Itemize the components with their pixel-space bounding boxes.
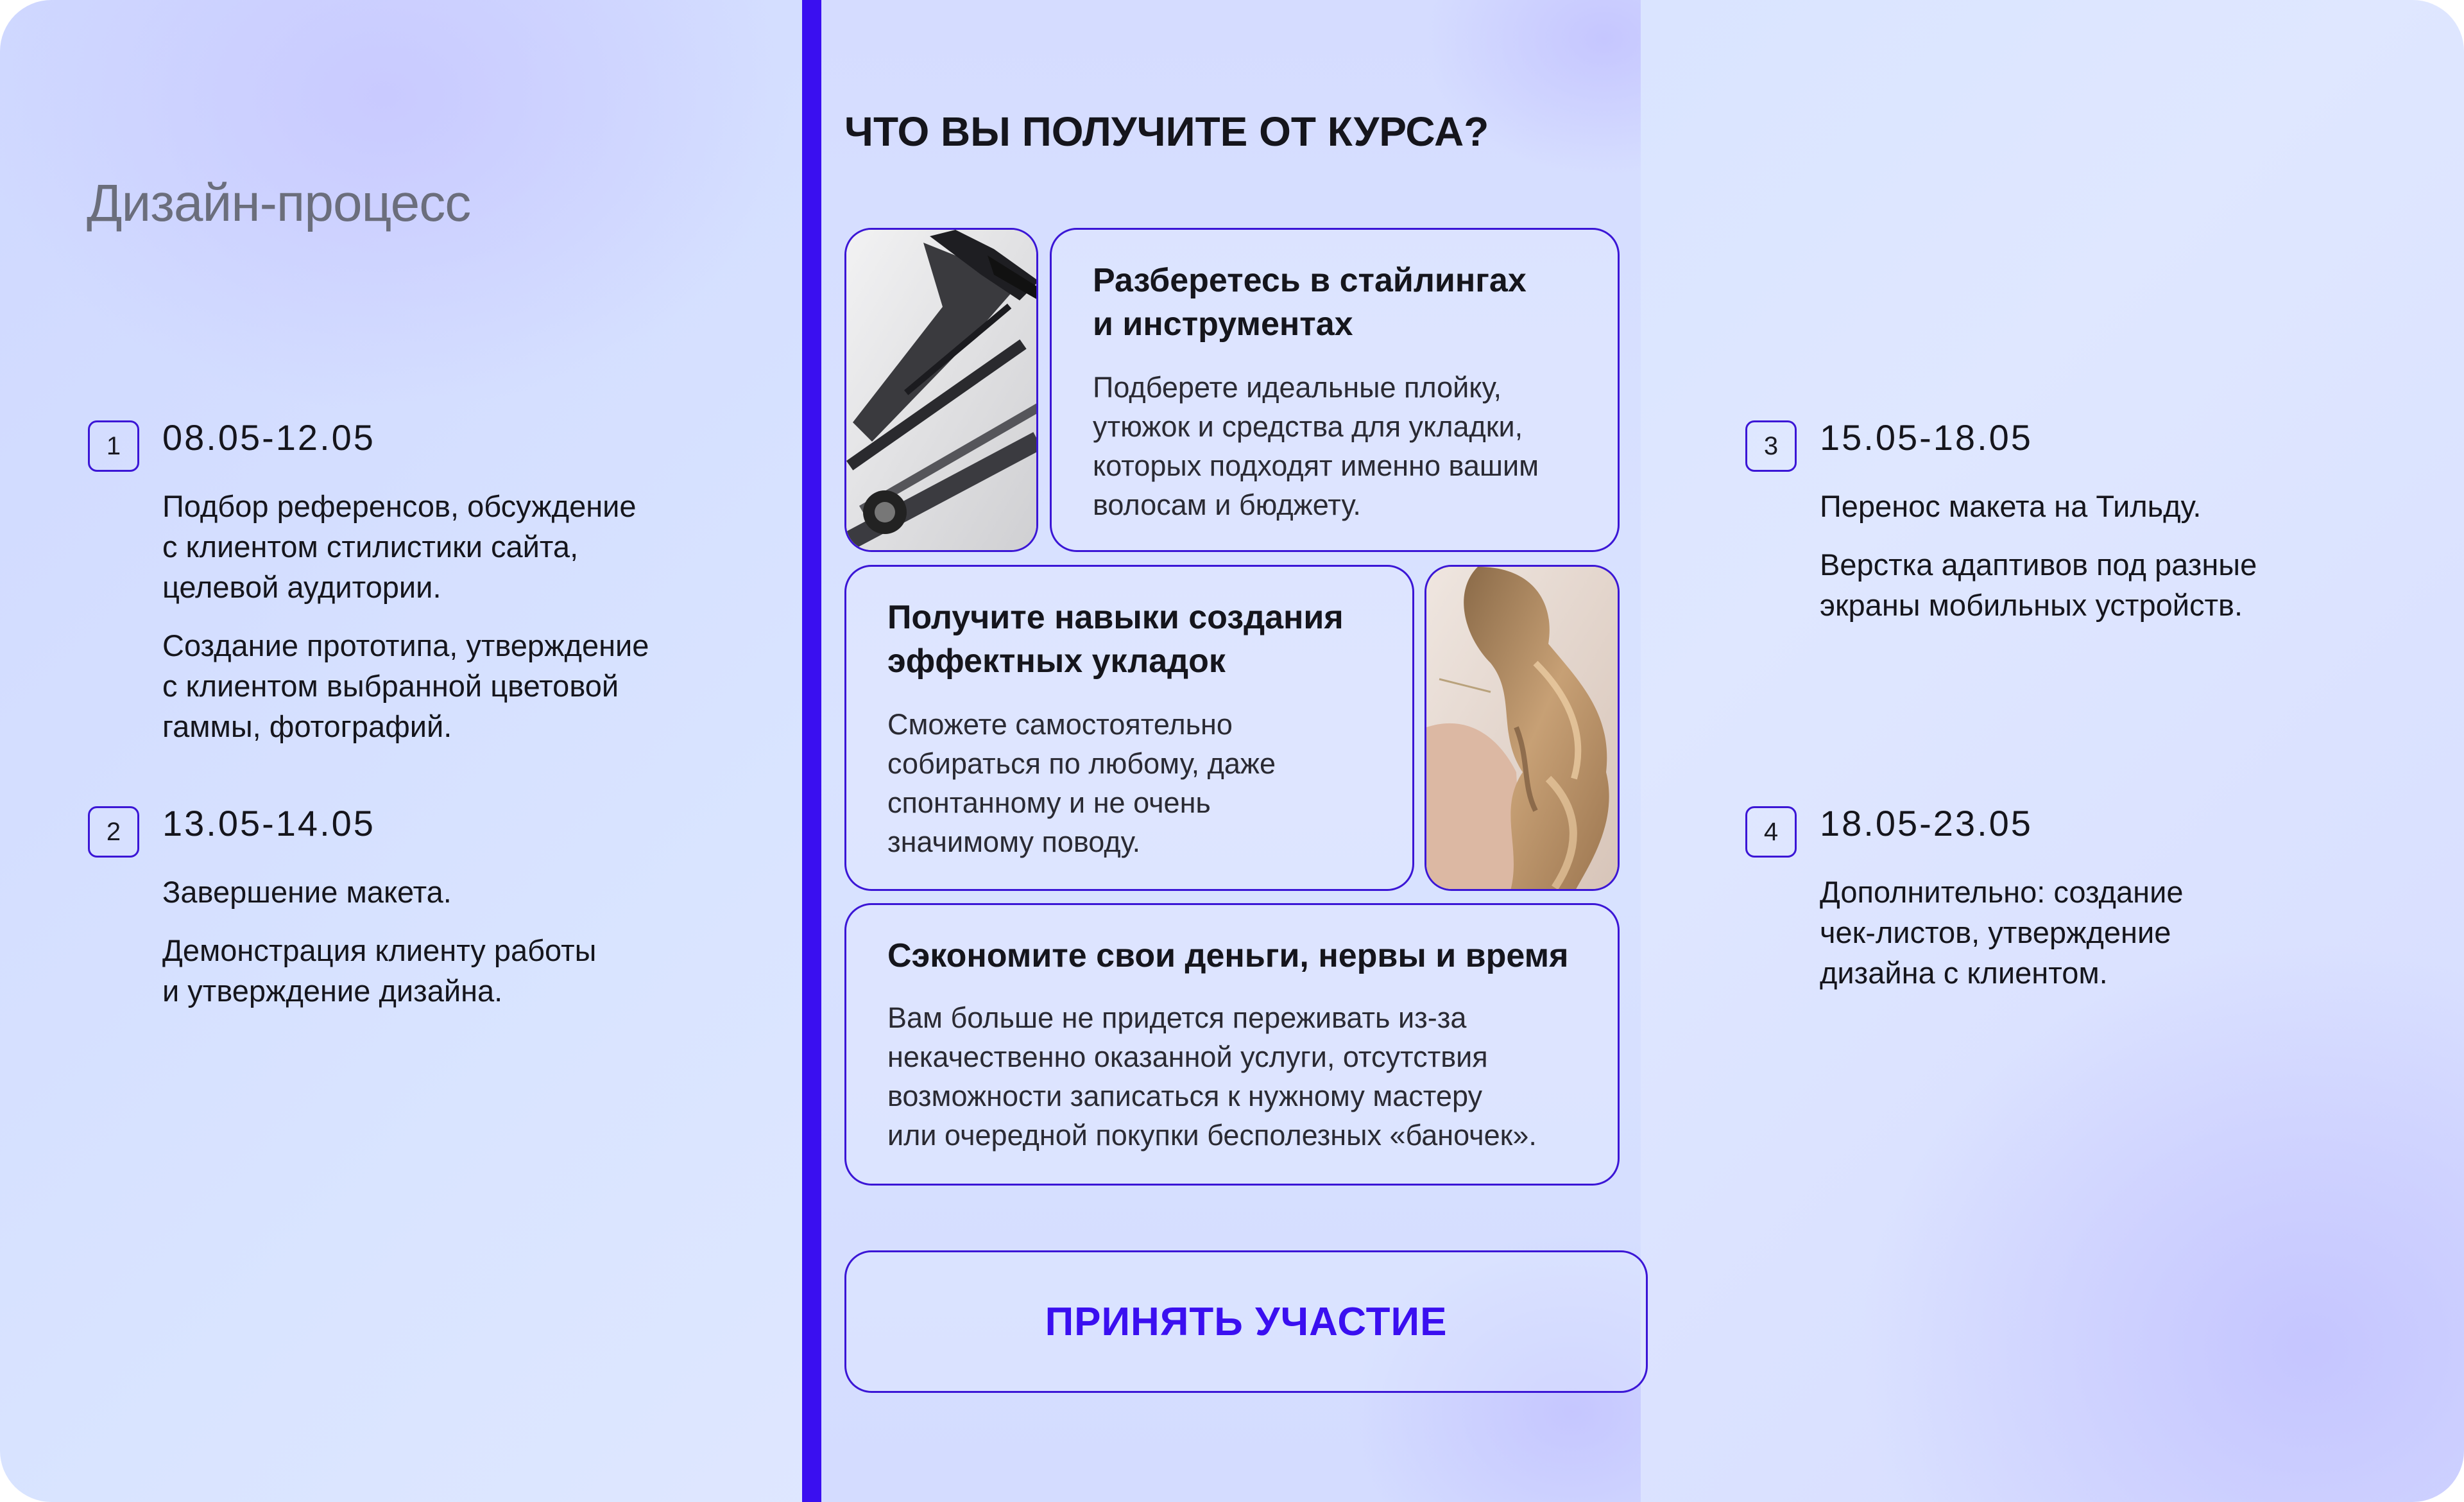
benefits-heading: ЧТО ВЫ ПОЛУЧИТЕ ОТ КУРСА? [844,108,1489,155]
step-number-badge: 1 [88,420,139,472]
step-paragraph: Подбор референсов, обсуждение с клиентом стилистики сайта, целевой аудитории. [162,489,637,604]
benefit-title: Сэкономите свои деньги, нервы и время [887,937,1569,974]
step-number-badge: 4 [1745,806,1797,858]
step-paragraph: Дополнительно: создание чек-листов, утверждение дизайна с клиентом. [1820,875,2184,990]
benefit-description: Сможете самостоятельно собираться по любому, даже спонтанному и не очень значимому поводу. [887,708,1276,858]
benefit-card-styling [844,565,1414,891]
course-benefits-panel [802,0,1641,1502]
step-paragraph: Создание прототипа, утверждение с клиентом выбранной цветовой гаммы, фотографий. [162,628,649,743]
step-paragraph: Демонстрация клиенту работы и утверждение дизайна. [162,933,597,1008]
step-number-badge: 3 [1745,420,1797,472]
step-date: 15.05-18.05 [1820,417,2033,458]
process-title: Дизайн-процесс [87,174,471,232]
benefit-title: Разберетесь в стайлингах и инструментах [1093,262,1527,343]
benefit-description: Подберете идеальные плойку, утюжок и средства для укладки, которых подходят именно вашим волосам и бюджету. [1093,371,1539,521]
step-date: 08.05-12.05 [162,417,375,458]
step-date: 13.05-14.05 [162,803,375,843]
hair-tools-icon [846,230,1038,552]
hair-wave-icon [1426,567,1620,891]
step-description [162,872,740,1029]
step-description [162,486,740,764]
benefit-title: Получите навыки создания эффектных укладок [887,599,1344,680]
accent-bar [802,0,821,1502]
step-description [1820,486,2397,643]
step-paragraph: Завершение макета. [162,875,452,909]
step-description [1820,872,2397,1011]
step-number-badge: 2 [88,806,139,858]
benefit-card-tools [1050,228,1620,552]
benefit-description: Вам больше не придется переживать из-за некачественно оказанной услуги, отсутствия возможности записаться к нужному мастеру или очередной покупки бесполезных «баночек». [887,1001,1537,1152]
hairstyle-photo [1425,565,1620,891]
step-paragraph: Перенос макета на Тильду. [1820,489,2202,523]
step-paragraph: Верстка адаптивов под разные экраны мобильных устройств. [1820,548,2257,622]
benefit-card-savings [844,903,1620,1186]
styling-tools-photo [844,228,1038,552]
participate-button-label: ПРИНЯТЬ УЧАСТИЕ [1045,1299,1448,1344]
participate-button[interactable] [844,1250,1648,1393]
step-date: 18.05-23.05 [1820,803,2033,843]
